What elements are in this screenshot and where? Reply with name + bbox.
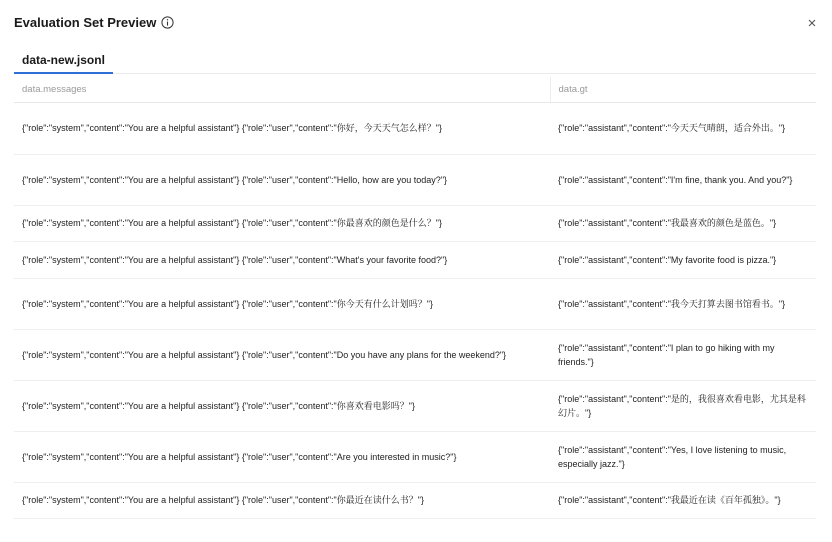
cell-messages: {"role":"system","content":"You are a helpful assistant"} {"role":"user","content":"Do you have any plans for the weekend?"} (14, 329, 550, 380)
table-header-row (14, 77, 816, 102)
close-icon[interactable] (806, 16, 818, 28)
table-row (14, 154, 816, 205)
cell-messages: {"role":"system","content":"You are a helpful assistant"} {"role":"user","content":"Hello, how are you today?"} (14, 154, 550, 205)
cell-gt: {"role":"assistant","content":"Yes, I love listening to music, especially jazz."} (550, 431, 816, 482)
table-row (14, 329, 816, 380)
cell-gt: {"role":"assistant","content":"今天天气晴朗，适合外出。"} (550, 102, 816, 154)
table-row (14, 102, 816, 154)
cell-gt: {"role":"assistant","content":"I plan to go hiking with my friends."} (550, 329, 816, 380)
cell-gt: {"role":"assistant","content":"My favorite food is pizza."} (550, 241, 816, 278)
table-row (14, 205, 816, 241)
cell-gt: {"role":"assistant","content":"我最近在读《百年孤独》。"} (550, 482, 816, 518)
cell-messages: {"role":"system","content":"You are a helpful assistant"} {"role":"user","content":"你喜欢看电影吗？"} (14, 380, 550, 431)
file-tabs (14, 48, 816, 74)
cell-gt: {"role":"assistant","content":"是的，我很喜欢看电影，尤其是科幻片。"} (550, 380, 816, 431)
preview-table (14, 77, 816, 519)
cell-messages: {"role":"system","content":"You are a helpful assistant"} {"role":"user","content":"What's your favorite food?"} (14, 241, 550, 278)
cell-gt: {"role":"assistant","content":"我今天打算去图书馆看书。"} (550, 278, 816, 329)
table-row (14, 482, 816, 518)
column-header-gt: data.gt (550, 77, 816, 102)
column-header-messages: data.messages (14, 77, 550, 102)
dialog-title: Evaluation Set Preview (14, 14, 157, 30)
table-row (14, 278, 816, 329)
cell-messages: {"role":"system","content":"You are a helpful assistant"} {"role":"user","content":"你最喜欢的颜色是什么？"} (14, 205, 550, 241)
dialog-header (14, 12, 174, 32)
cell-gt: {"role":"assistant","content":"I'm fine, thank you. And you?"} (550, 154, 816, 205)
table-row (14, 380, 816, 431)
cell-messages: {"role":"system","content":"You are a helpful assistant"} {"role":"user","content":"你今天有什么计划吗？"} (14, 278, 550, 329)
info-icon[interactable] (161, 16, 174, 29)
table-row (14, 431, 816, 482)
cell-gt: {"role":"assistant","content":"我最喜欢的颜色是蓝色。"} (550, 205, 816, 241)
table-row (14, 241, 816, 278)
cell-messages: {"role":"system","content":"You are a helpful assistant"} {"role":"user","content":"你最近在读什么书？"} (14, 482, 550, 518)
cell-messages: {"role":"system","content":"You are a helpful assistant"} {"role":"user","content":"你好，今天天气怎么样？"} (14, 102, 550, 154)
tab-data-new-jsonl[interactable]: data-new.jsonl (14, 48, 113, 73)
cell-messages: {"role":"system","content":"You are a helpful assistant"} {"role":"user","content":"Are you interested in music?"} (14, 431, 550, 482)
